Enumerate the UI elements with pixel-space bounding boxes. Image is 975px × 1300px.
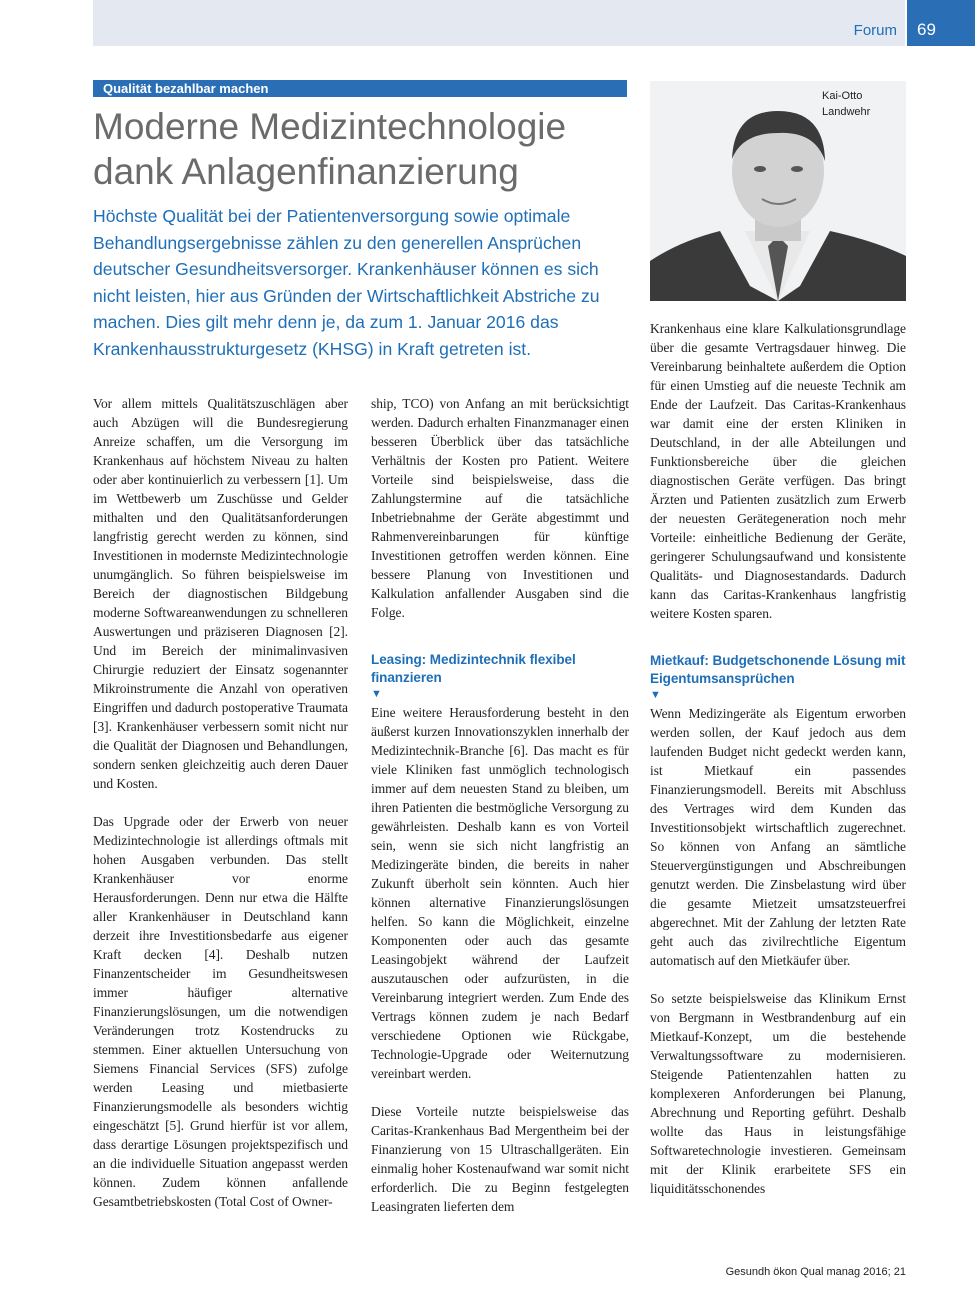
triangle-down-icon: ▼ [650, 689, 661, 701]
article-title [93, 104, 633, 194]
section-label: Forum [853, 22, 897, 39]
lead-paragraph: Höchste Qualität bei der Patientenversorgung sowie optimale Behandlungsergebnisse zählen zu den generellen Ansprüchen deutscher Gesundheitsversorger. Krankenhäuser können es sich nicht leisten, hier aus Gründen der Wirtschaftlichkeit Abstriche zu machen. Dies gilt mehr denn je, da zum 1. Januar 2016 das Krankenhausstrukturgesetz (KHSG) in Kraft getreten ist. [93, 206, 600, 359]
body-paragraph: Das Upgrade oder der Erwerb von neuer Medizintechnologie ist allerdings oftmals mit hohen Ausgaben verbunden. Das stellt Krankenhäuser vor enorme Herausforderungen. Denn nur etwa die Hälfte aller Krankenhäuser in Deutschland kann derzeit ihre Investitionsbedarfe aus eigener Kraft decken [4]. Deshalb nutzen Finanzentscheider im Gesundheitswesen immer häufiger alternative Finanzierungslösungen, um die notwendigen Veränderungen trotz Kostendrucks zu stemmen. Einer aktuellen Untersuchung von Siemens Financial Services (SFS) zufolge werden Leasing und mietbasierte Finanzierungsmodelle als besonders wichtig eingeschätzt [5]. Grund hierfür ist vor allem, dass derartige Lösungen projektspezifisch und an die individuelle Situation angepasst werden können. Zudem können anfallende Gesamtbetriebskosten (Total Cost of Owner- [93, 814, 348, 1209]
journal-citation: Gesundh ökon Qual manag 2016; 21 [725, 1266, 906, 1278]
triangle-down-icon: ▼ [371, 688, 382, 700]
body-paragraph: Krankenhaus eine klare Kalkulationsgrundlage über die gesamte Vertragsdauer hinweg. Die Vereinbarung beinhaltete außerdem die Option für einen Umstieg auf die neueste Technik am Ende der Laufzeit. Das Caritas-Krankenhaus war damit eine der ersten Kliniken in Deutschland, in der alle Abteilungen und Funktionsbereiche über die gleichen diagnostischen Geräte verfügen. Das bringt Ärzten und Patienten zusätzlich zum Erwerb der neuesten Gerätegeneration noch mehr Vorteile: einheitliche Bedienung der Geräte, geringerer Schulungsaufwand und konsistente Qualitäts- und Diagnosestandards. Dadurch kann das Caritas-Krankenhaus langfristig weitere Kosten sparen. [650, 321, 906, 621]
page-number: 69 [917, 20, 936, 39]
body-paragraph: So setzte beispielsweise das Klinikum Ernst von Bergmann in Westbrandenburg auf ein Mietkauf-Konzept, um die bestehende Verwaltungssoftware zu modernisieren. Steigende Patientenzahlen hatten zu komplexeren Anforderungen bei Planung, Abrechnung und Reporting geführt. Deshalb wollte das Haus in leistungsfähige Softwaretechnologie investieren. Gemeinsam mit der Klinik erarbeitete SFS ein liquiditätsschonendes [650, 991, 906, 1196]
title-line-1: Moderne Medizintechnologie [93, 106, 567, 147]
caption-line-1: Kai-Otto [822, 90, 863, 102]
body-paragraph: Eine weitere Herausforderung besteht in den äußerst kurzen Innovationszyklen innerhalb der Medizintechnik-Branche [6]. Das macht es für viele Kliniken fast unmöglich technologisch immer auf dem neuesten Stand zu bleiben, um ihren Patienten die bestmögliche Versorgung zu gewährleisten. Deshalb kann es von Vorteil sein, wenn sie sich nicht langfristig an Medizingeräte binden, die bereits in naher Zukunft überholt sein könnten. Auch hier können alternative Finanzierungslösungen helfen. So kann die Möglichkeit, einzelne Komponenten oder auch das gesamte Leasingobjekt während der Laufzeit auszutauschen oder aufzurüsten, in die Vereinbarung integriert werden. Zum Ende des Vertrags können zudem je nach Bedarf verschiedene Optionen wie Rückgabe, Technologie-Upgrade oder Weiternutzung vereinbart werden. [371, 705, 629, 1081]
photo-caption [822, 88, 902, 120]
body-column-2 [371, 394, 629, 1216]
heading-text: Leasing: Medizintechnik flexibel finanzieren [371, 652, 576, 685]
body-paragraph: ship, TCO) von Anfang an mit berücksichtigt werden. Dadurch erhalten Finanzmanager einen besseren Überblick über das tatsächliche Verhältnis der Kosten pro Patient. Weitere Vorteile sind beispielsweise, dass die Zahlungstermine auf die tatsächliche Inbetriebnahme der Geräte abgestimmt und Rahmenvereinbarungen für künftige Investitionen getroffen werden können. Eine bessere Planung von Investitionen und Kalkulation anfallender Ausgaben sind die Folge. [371, 396, 629, 620]
title-line-2: dank Anlagenfinanzierung [93, 151, 519, 192]
caption-line-2: Landwehr [822, 106, 871, 118]
kicker-label: Qualität bezahlbar machen [93, 80, 627, 97]
header-bar [93, 0, 905, 46]
body-paragraph: Diese Vorteile nutzte beispielsweise das Caritas-Krankenhaus Bad Mergentheim bei der Finanzierung von 15 Ultraschallgeräten. Ein einmalig hoher Kostenaufwand war somit nicht erforderlich. Die zu Beginn festgelegten Leasingraten lieferten dem [371, 1104, 629, 1214]
body-paragraph: Vor allem mittels Qualitätszuschlägen aber auch Abzügen will die Bundesregierung Anreize schaffen, um die Versorgung im Krankenhaus auf höchstem Niveau zu halten oder aber kontinuierlich zu verbessern [1]. Um im Wettbewerb um Zuschüsse und Gelder mithalten und den Qualitätsanforderungen langfristig gerecht werden zu können, sind Investitionen in modernste Medizintechnologie unumgänglich. So führen beispielsweise im Bereich der diagnostischen Bildgebung moderne Softwareanwendungen zu schnelleren Auswertungen und präziseren Diagnosen [2]. Und im Bereich der minimalinvasiven Chirurgie reduziert der Einsatz sogenannter Mikroinstrumente die Anzahl von operativen Eingriffen und dadurch postoperative Traumata [3]. Krankenhäuser verbessern somit nicht nur die Qualität der Diagnosen und Behandlungen, sondern senken gleichzeitig auch deren Dauer und Kosten. [93, 396, 348, 791]
heading-text: Mietkauf: Budgetschonende Lösung mit Eigentumsansprüchen [650, 653, 906, 686]
body-column-3 [650, 319, 906, 1198]
body-column-1 [93, 394, 348, 1211]
section-heading-leasing [371, 651, 629, 702]
section-heading-mietkauf [650, 652, 906, 703]
body-paragraph: Wenn Medizingeräte als Eigentum erworben werden sollen, der Kauf jedoch aus dem laufenden Budget nicht gedeckt werden kann, ist Mietkauf ein passendes Finanzierungsmodell. Bereits mit Abschluss des Vertrages wird dem Kunden das Investitionsobjekt wirtschaftlich zugerechnet. So können von Anfang an sämtliche Steuervergünstigungen und Abschreibungen genutzt werden. Die Zinsbelastung wird über die gesamte Mietzeit umsatzsteuerfrei abgerechnet. Mit der Zahlung der letzten Rate geht auch das zivilrechtliche Eigentum automatisch auf den Mietkäufer über. [650, 706, 906, 968]
